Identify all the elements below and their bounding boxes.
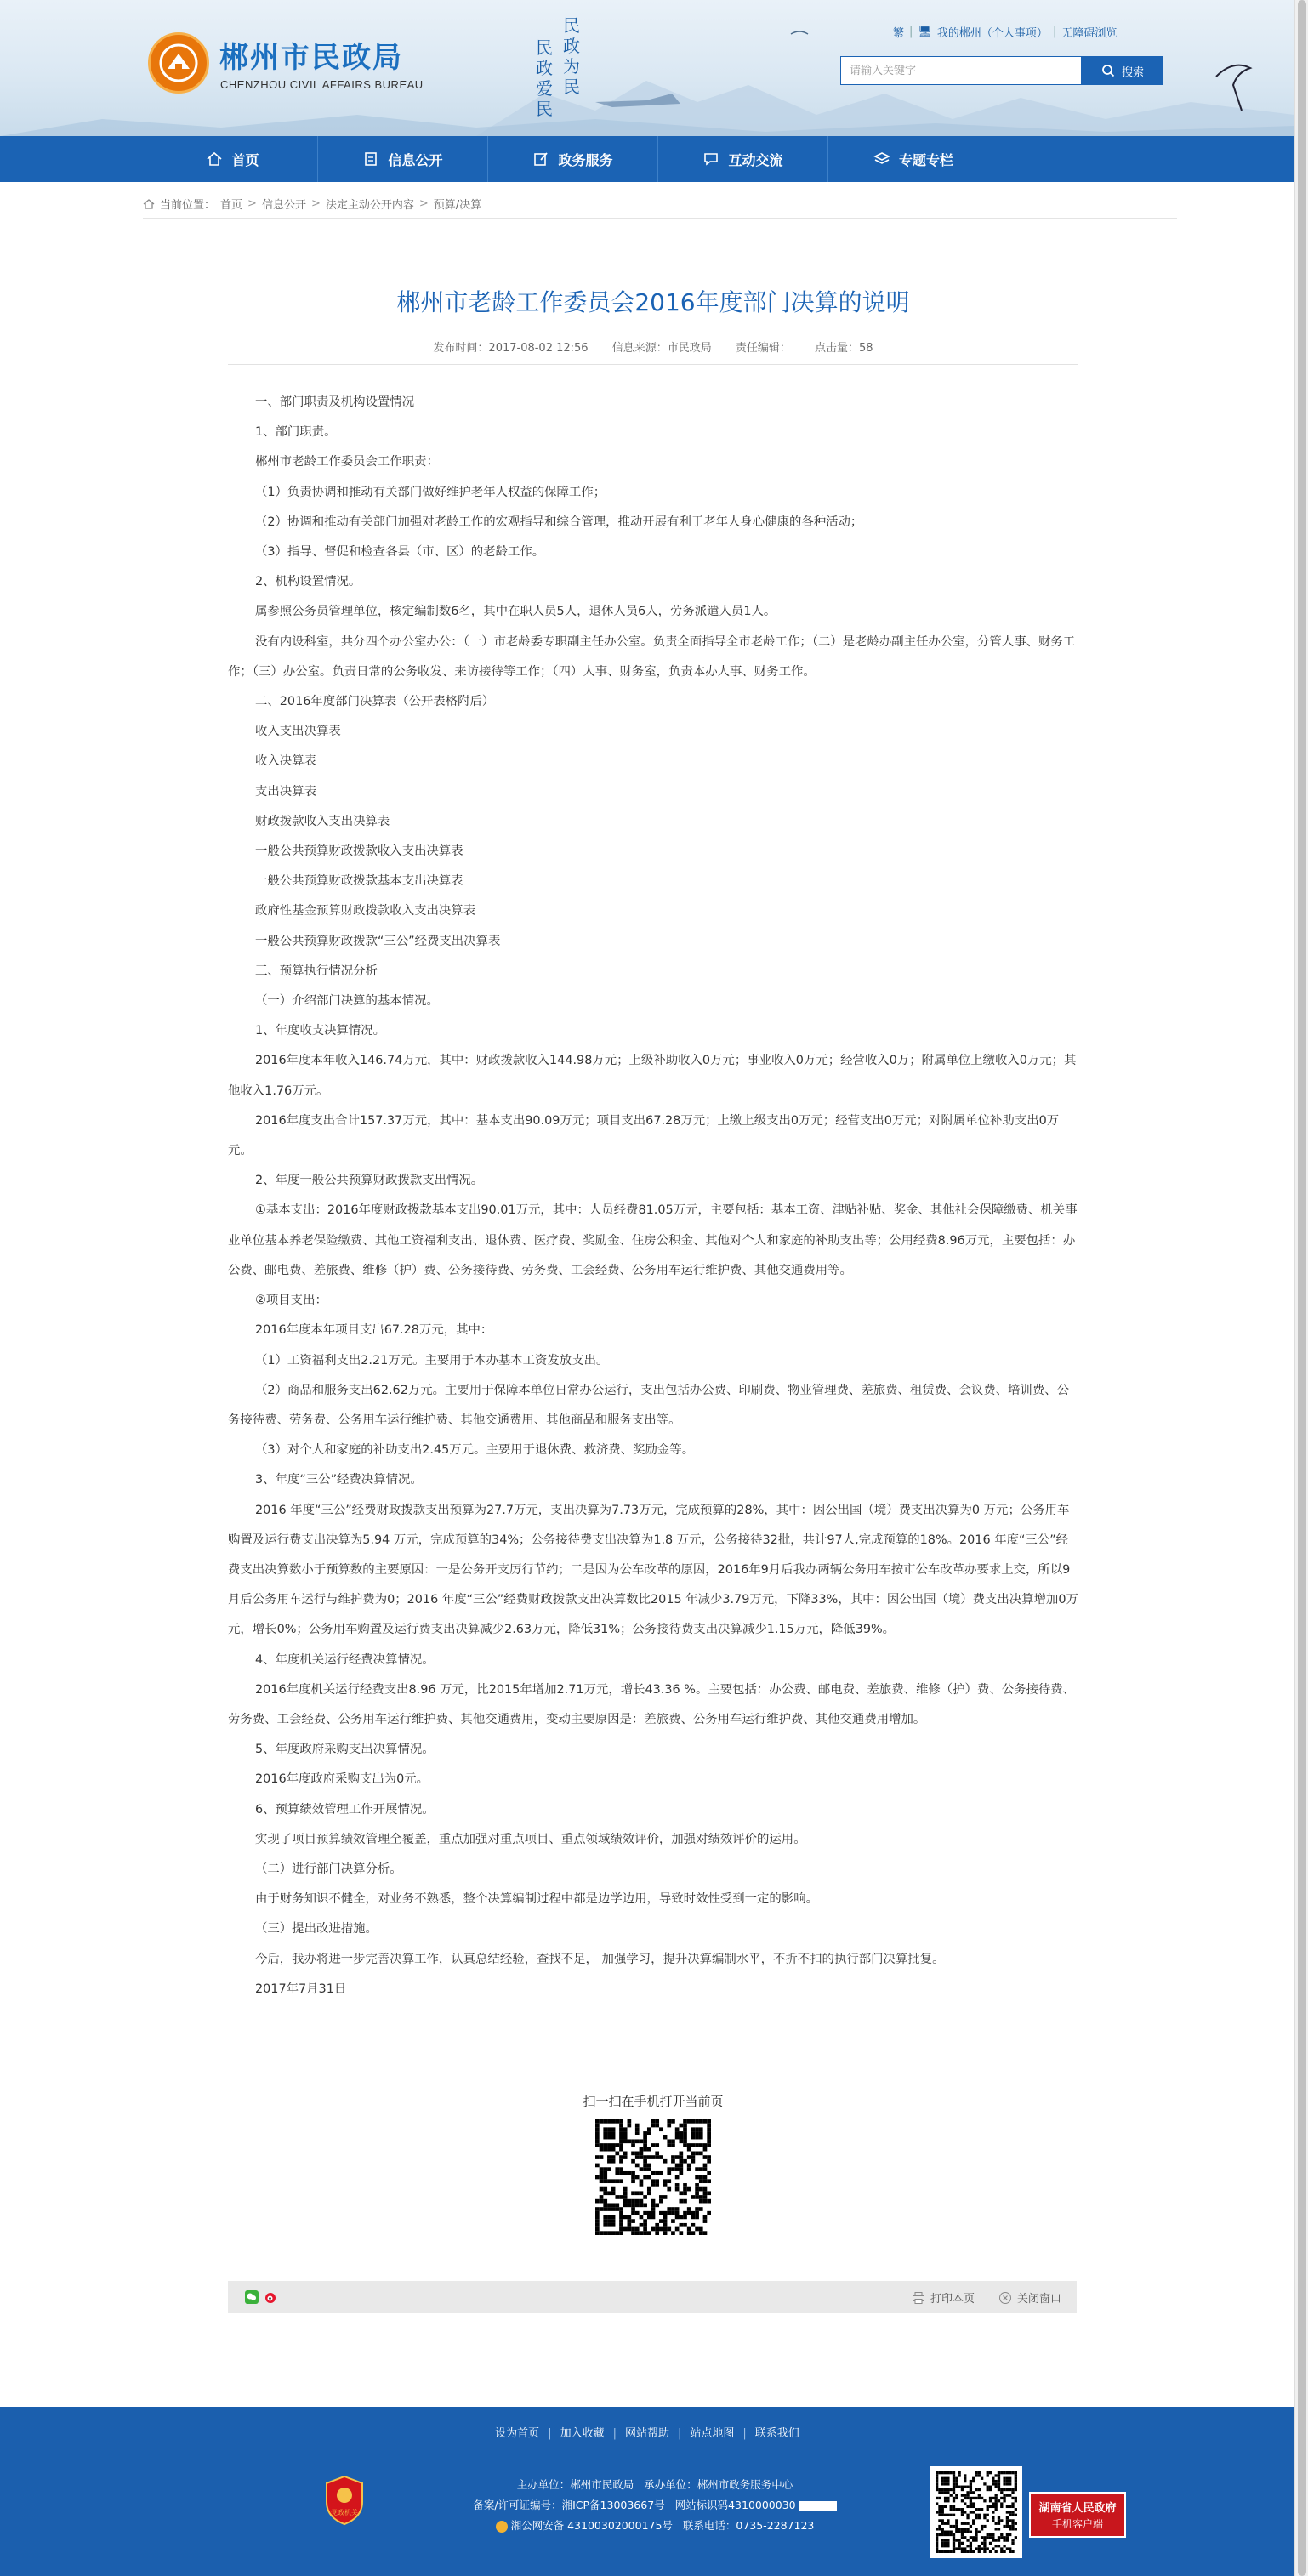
paragraph: 1、年度收支决算情况。 [255,1024,386,1038]
breadcrumb-separator: > [310,197,321,210]
paragraph: 5、年度政府采购支出决算情况。 [255,1743,435,1757]
sponsor: 主办单位：郴州市民政局 [516,2478,634,2491]
search-button-label: 搜索 [1121,65,1144,79]
breadcrumb-link-statutory[interactable]: 法定主动公开内容 [325,199,414,212]
footer-line-3 [408,2516,901,2536]
slogan-line-2: 民政爱民 [536,37,553,119]
paragraph: 一般公共预算财政拨款“三公”经费支出决算表 [255,934,501,948]
logo-emblem-icon[interactable] [148,32,209,94]
police-badge-icon [496,2521,508,2533]
footer-qr-image [936,2471,1017,2553]
printer-icon [912,2291,925,2305]
site-logo-english: CHENZHOU CIVIL AFFAIRS BUREAU [220,78,424,91]
nav-item-home[interactable] [148,136,318,182]
info-source: 信息来源：市民政局 [611,342,712,355]
paragraph: 政府性基金预算财政拨款收入支出决算表 [255,904,476,918]
paragraph: 财政拨款收入支出决算表 [255,814,390,828]
dna-badge-icon[interactable] [799,2501,837,2511]
paragraph: 2016年度机关运行经费支出8.96 万元，比2015年增加2.71万元，增长43.36 %。主要包括：办公费、邮电费、差旅费、维修（护）费、公务接待费、劳务费、工会经费、公务用车运行维护费、其他交通费用，变动主要原因是：差旅费、公务用车运行维护费、其他交通费用增加。 [228,1682,1076,1726]
nav-item-info-disclosure[interactable] [318,136,488,182]
footer-link-set-home[interactable]: 设为首页 [495,2427,540,2440]
paragraph: 2、年度一般公共预算财政拨款支出情况。 [255,1174,484,1188]
footer-link-contact[interactable]: 联系我们 [754,2427,799,2440]
paragraph: 4、年度机关运行经费决算情况。 [255,1652,435,1667]
slogan-seal [527,15,585,124]
footer-link-help[interactable]: 网站帮助 [624,2427,669,2440]
hunan-gov-app-banner[interactable] [1029,2492,1126,2538]
home-icon [143,198,155,210]
scrollbar-thumb[interactable] [1298,0,1306,2576]
print-page-button[interactable] [912,2289,975,2306]
search-input[interactable] [840,56,1082,85]
footer-info [408,2475,901,2536]
print-page-label: 打印本页 [930,2293,975,2306]
click-count: 点击量：58 [815,342,873,355]
top-links [893,24,1117,40]
share-bar [228,2281,1077,2313]
home-icon [206,151,223,168]
footer-line-2 [408,2495,901,2516]
paragraph: 属参照公务员管理单位，核定编制数6名，其中在职人员5人，退休人员6人，劳务派遣人员1人。 [255,605,776,619]
breadcrumb-link-info[interactable]: 信息公开 [261,199,306,212]
badge-text: 党政机关 [331,2509,358,2516]
paragraph: 收入决算表 [255,754,316,769]
paragraph: 2016年度支出合计157.37万元，其中：基本支出90.09万元；项目支出67.28万元；上缴上级支出0万元；经营支出0万元；对附属单位补助支出0万元。 [228,1113,1060,1158]
site-code: 网站标识码4310000030 [674,2499,796,2511]
article-content [228,388,1078,2005]
paragraph: 支出决算表 [255,784,316,799]
share-icons [245,2290,277,2304]
qr-caption: 扫一扫在手机打开当前页 [583,2094,724,2109]
paragraph: （1）工资福利支出2.21万元。主要用于本办基本工资发放支出。 [255,1353,609,1368]
slogan-line-1: 民政为民 [563,15,580,97]
publish-time: 发布时间：2017-08-02 12:56 [433,342,589,355]
organizer: 承办单位：郴州市政务服务中心 [644,2478,793,2491]
paragraph: 三、预算执行情况分析 [255,964,378,978]
close-icon [998,2291,1012,2305]
paragraph: 一般公共预算财政拨款基本支出决算表 [255,874,463,889]
layers-icon [873,151,890,168]
search-icon [1101,64,1115,77]
paragraph: 一、部门职责及机构设置情况 [255,395,415,409]
monitor-icon: 🖥 [918,26,932,38]
paragraph: 今后，我办将进一步完善决算工作，认真总结经验，查找不足， 加强学习，提升决算编制水平，不折不扣的执行部门决算批复。 [255,1952,945,1966]
paragraph: 1、部门职责。 [255,425,337,440]
paragraph: 3、年度“三公”经费决算情况。 [255,1473,423,1487]
breadcrumb-link-home[interactable]: 首页 [220,199,243,212]
nav-item-label: 首页 [231,151,259,168]
icp-license[interactable]: 备案/许可证编号：湘ICP备13003667号 [473,2499,665,2511]
party-gov-badge[interactable] [323,2475,366,2526]
breadcrumb-separator: > [418,197,429,210]
paragraph: 没有内设科室，共分四个办公室办公：（一）市老龄委专职副主任办公室。负责全面指导全市老龄工作；（二）是老龄办副主任办公室，分管人事、财务工作；（三）办公室。负责日常的公务收发、来访接待等工作；（四）人事、财务室，负责本办人事、财务工作。 [228,634,1076,679]
paragraph: 2016年度本年项目支出67.28万元，其中： [255,1323,493,1338]
paragraph: 2016年度本年收入146.74万元，其中：财政拨款收入144.98万元；上级补助收入0万元；事业收入0万元；经营收入0万；附属单位上缴收入0万元；其他收入1.76万元。 [228,1054,1077,1098]
paragraph: 收入支出决算表 [255,725,341,739]
search-button[interactable] [1082,56,1163,85]
site-header [0,0,1294,136]
gov-badge-icon [323,2475,366,2526]
paragraph: 郴州市老龄工作委员会工作职责： [255,455,439,469]
paragraph: 2016年度政府采购支出为0元。 [255,1772,429,1787]
app-banner-subtitle: 手机客户端 [1051,2518,1103,2530]
breadcrumb-prefix: 当前位置： [160,199,216,212]
weibo-share-icon[interactable] [264,2290,277,2304]
nav-item-label: 政务服务 [558,151,613,168]
my-chenzhou-link[interactable]: 我的郴州（个人事项） [936,27,1048,40]
breadcrumb [143,196,481,212]
paragraph: （2）商品和服务支出62.62万元。主要用于保障本单位日常办公运行，支出包括办公费、印刷费、物业管理费、差旅费、租赁费、会议费、培训费、公务接待费、劳务费、公务用车运行维护费、其他交通费用、其他商品和服务支出等。 [228,1383,1069,1427]
close-window-label: 关闭窗口 [1016,2293,1061,2306]
footer-line-1 [408,2475,901,2495]
paragraph: 2016 年度“三公”经费财政拨款支出预算为27.7万元，支出决算为7.73万元，完成预算的28%，其中：因公出国（境）费支出决算为0 万元；公务用车购置及运行费支出决算为5.94 万元，完成预算的34%；公务接待费支出决算为1.8 万元，公务接待32批，共计97人,完成预算的18%。2016 年度“三公”经费支出决算数小于预算数的主要原因：一是公务开支厉行节约；二是因为公车改革的原因，2016年9月后我办两辆公务用车按市公车改革办要求上交，所以9月后公务用车运行与维护费为0；2016 年度“三公”经费财政拨款支出决算数比2015 年减少3.79万元，下降33%，其中：因公出国（境）费支出决算增加0万元，增长0%；公务用车购置及运行费支出决算减少2.63万元，降低31%；公务接待费支出决算减少1.15万元，降低39%。 [228,1503,1078,1637]
site-logo-title[interactable]: 郴州市民政局 [219,41,403,75]
accessibility-link[interactable]: 无障碍浏览 [1061,27,1117,40]
contact-phone: 联系电话：0735-2287123 [682,2519,815,2532]
footer-link-sitemap[interactable]: 站点地图 [690,2427,735,2440]
paragraph: （三）提出改进措施。 [255,1922,378,1936]
nav-item-label: 互动交流 [728,151,783,168]
traditional-chinese-link[interactable]: 繁 [893,27,905,40]
nav-item-special-topics[interactable] [828,136,998,182]
site-footer [0,2407,1294,2576]
paragraph: （3）指导、督促和检查各县（市、区）的老龄工作。 [255,545,545,560]
paragraph: 一般公共预算财政拨款收入支出决算表 [255,844,463,859]
close-window-button[interactable] [998,2289,1061,2306]
wechat-share-icon[interactable] [245,2290,259,2304]
paragraph: 2、机构设置情况。 [255,575,361,589]
footer-qr-code [930,2466,1022,2558]
responsible-editor: 责任编辑： [735,342,791,355]
top-link-divider: | [909,26,913,38]
breadcrumb-link-budget[interactable]: 预算/决算 [433,199,482,212]
breadcrumb-separator: > [247,197,257,210]
footer-link-favorite[interactable]: 加入收藏 [560,2427,605,2440]
page-scrollbar[interactable] [1294,0,1308,2576]
paragraph: （2）协调和推动有关部门加强对老龄工作的宏观指导和综合管理，推动开展有利于老年人身心健康的各种活动； [255,515,863,529]
chat-icon [702,151,719,168]
nav-item-label: 专题专栏 [898,151,953,168]
edit-icon [532,151,549,168]
breadcrumb-divider [143,218,1177,219]
paragraph: ①基本支出：2016年度财政拨款基本支出90.01万元，其中：人员经费81.05万元，主要包括：基本工资、津贴补贴、奖金、其他社会保障缴费、机关事业单位基本养老保险缴费、其他工资福利支出、退休费、医疗费、奖励金、住房公积金、其他对个人和家庭的补助支出等；公用经费8.96万元，主要包括：办公费、邮电费、差旅费、维修（护）费、公务接待费、劳务费、工会经费、公务用车运行维护费、其他交通费用等。 [228,1203,1078,1277]
paragraph: （1）负责协调和推动有关部门做好维护老年人权益的保障工作； [255,485,606,499]
article-meta [228,338,1078,355]
paragraph: （3）对个人和家庭的补助支出2.45万元。主要用于退休费、救济费、奖励金等。 [255,1443,695,1458]
nav-item-gov-services[interactable] [488,136,658,182]
paragraph: 由于财务知识不健全，对业务不熟悉，整个决算编制过程中都是边学边用，导致时效性受到一定的影响。 [255,1892,818,1907]
app-banner-title: 湖南省人民政府 [1038,2502,1117,2515]
article-title: 郴州市老龄工作委员会2016年度部门决算的说明 [396,288,910,316]
paragraph: （一）介绍部门决算的基本情况。 [255,994,439,1009]
document-icon [362,151,379,168]
paragraph: 2017年7月31日 [255,1982,347,1996]
paragraph: （二）进行部门决算分析。 [255,1862,402,1876]
police-record[interactable]: 湘公网安备 43100302000175号 [510,2519,673,2532]
nav-item-label: 信息公开 [388,151,443,168]
meta-divider [228,364,1078,365]
paragraph: 二、2016年度部门决算表（公开表格附后） [255,695,495,709]
page-actions [912,2289,1061,2306]
top-link-divider: | [1052,26,1057,38]
page-qr-code [595,2119,711,2235]
footer-links: 设为首页 | 加入收藏 | 网站帮助 | 站点地图 | 联系我们 [495,2427,799,2440]
paragraph: ②项目支出： [255,1294,327,1308]
paragraph: 6、预算绩效管理工作开展情况。 [255,1802,435,1817]
main-nav [0,136,1294,182]
paragraph: 实现了项目预算绩效管理全覆盖，重点加强对重点项目、重点领域绩效评价，加强对绩效评价的运用。 [255,1832,806,1846]
nav-item-interaction[interactable] [658,136,828,182]
